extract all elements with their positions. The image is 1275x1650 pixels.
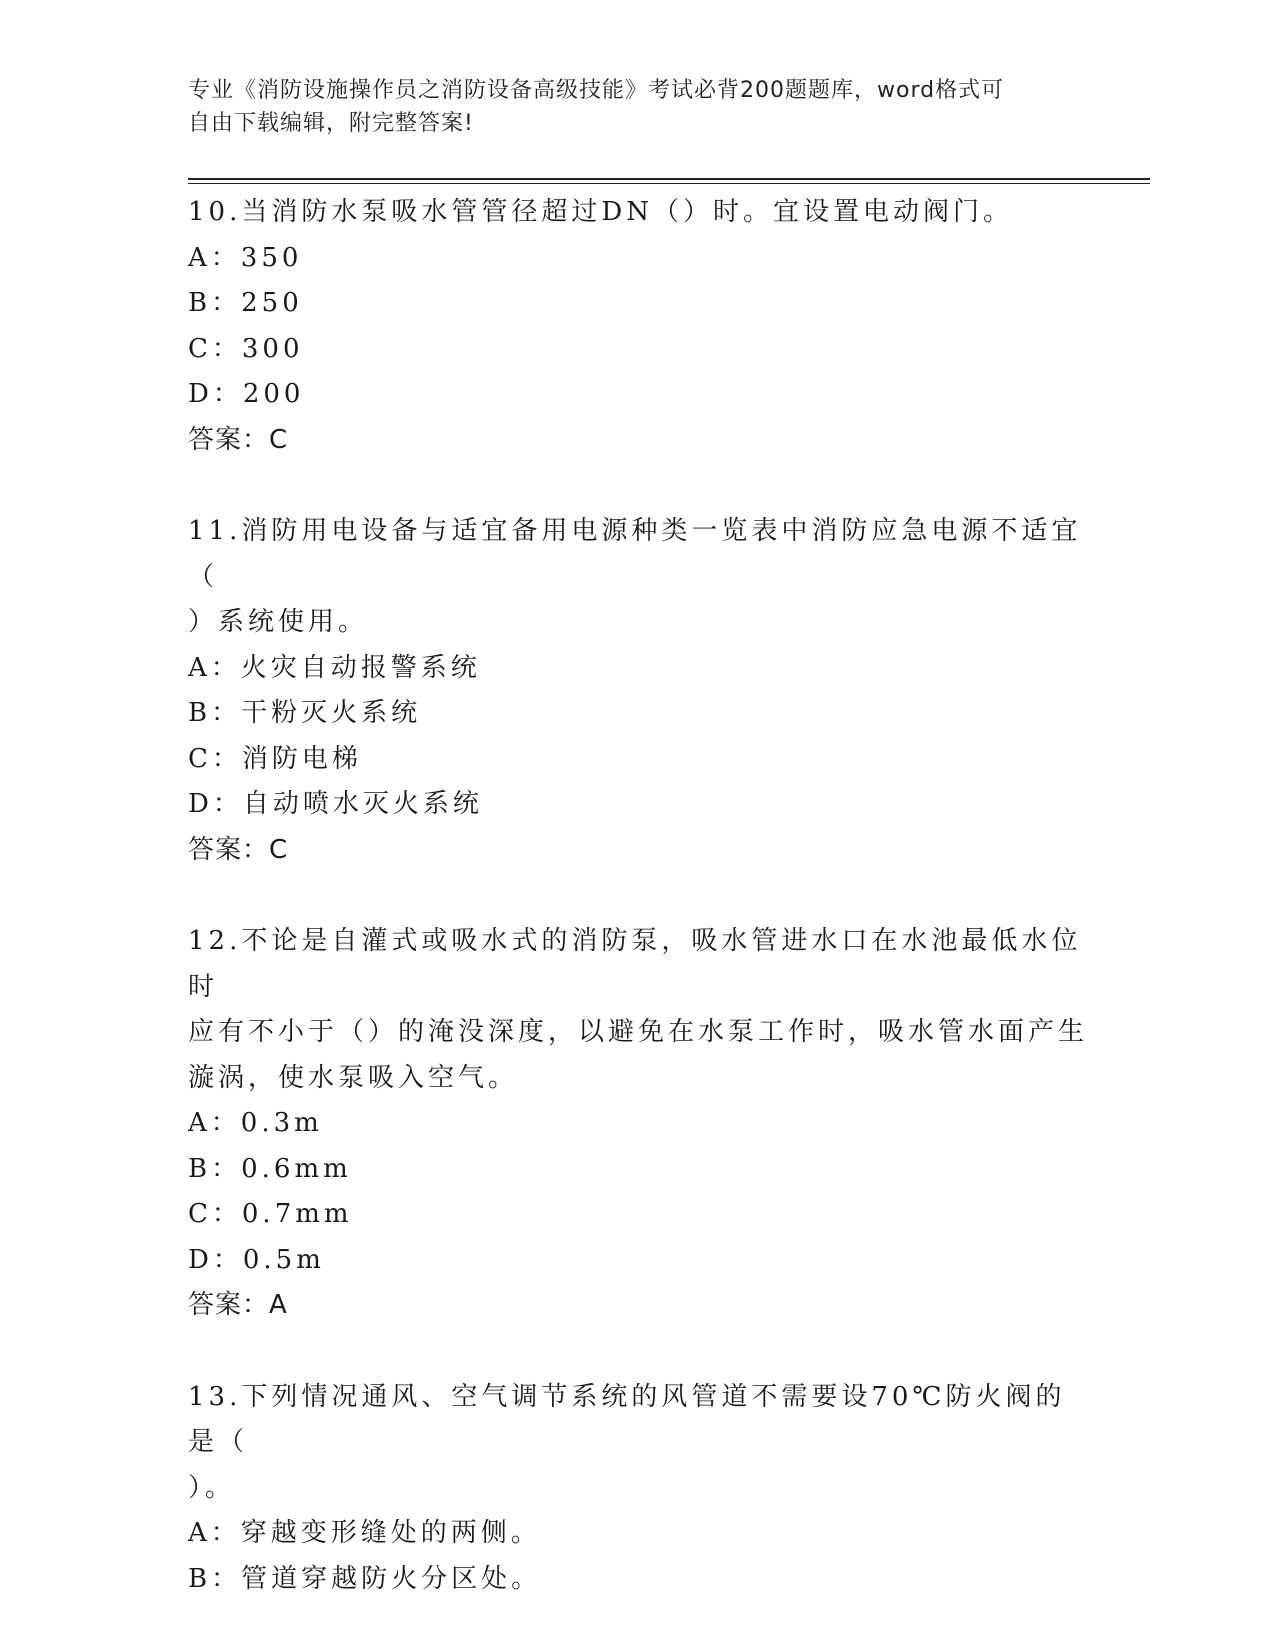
option-a: A：穿越变形缝处的两侧。: [188, 1518, 541, 1548]
question-list: [188, 190, 1088, 1648]
option-d: D：自动喷水灭火系统: [188, 789, 483, 819]
option-c: C：300: [188, 333, 304, 364]
header-divider-thick: [188, 178, 1150, 180]
header-divider-thin: [188, 183, 1150, 184]
question-stem-cont: 漩涡，使水泵吸入空气。: [188, 1062, 519, 1093]
option-d: D：200: [188, 379, 305, 409]
option-b: B：管道穿越防火分区处。: [188, 1563, 542, 1594]
header-line-1: 专业《消防设施操作员之消防设备高级技能》考试必背200题题库，word格式可: [188, 78, 1005, 103]
question-stem: 11.消防用电设备与适宜备用电源种类一览表中消防应急电源不适宜（: [188, 516, 1082, 592]
option-a: A：0.3m: [188, 1108, 323, 1138]
question-stem: 13.下列情况通风、空气调节系统的风管道不需要设70℃防火阀的是（: [188, 1381, 1066, 1457]
question-11: [188, 509, 1088, 873]
question-10: [188, 190, 1088, 463]
question-stem: 12.不论是自灌式或吸水式的消防泵，吸水管进水口在水池最低水位时: [188, 926, 1082, 1002]
option-b: B：干粉灭火系统: [188, 698, 422, 728]
header-line-2: 自由下载编辑，附完整答案!: [188, 111, 474, 136]
question-12: [188, 919, 1088, 1329]
answer-label: 答案：A: [188, 1290, 288, 1320]
question-stem-cont: 应有不小于（）的淹没深度，以避免在水泵工作时，吸水管水面产生: [188, 1017, 1089, 1047]
question-13: [188, 1375, 1088, 1603]
option-b: B：250: [188, 288, 303, 318]
option-c: C：消防电梯: [188, 743, 362, 774]
answer-label: 答案：C: [188, 834, 289, 865]
question-stem-cont: ）。: [188, 1472, 236, 1503]
document-header: [188, 74, 1078, 140]
option-b: B：0.6mm: [188, 1153, 352, 1184]
question-stem: 10.当消防水泵吸水管管径超过DN（）时。宜设置电动阀门。: [188, 197, 1013, 227]
question-stem-cont: ）系统使用。: [188, 607, 369, 637]
option-a: A：350: [188, 242, 303, 273]
option-d: D：0.5m: [188, 1244, 325, 1275]
option-a: A：火灾自动报警系统: [188, 652, 481, 683]
option-c: C：0.7mm: [188, 1199, 353, 1229]
answer-label: 答案：C: [188, 424, 289, 455]
